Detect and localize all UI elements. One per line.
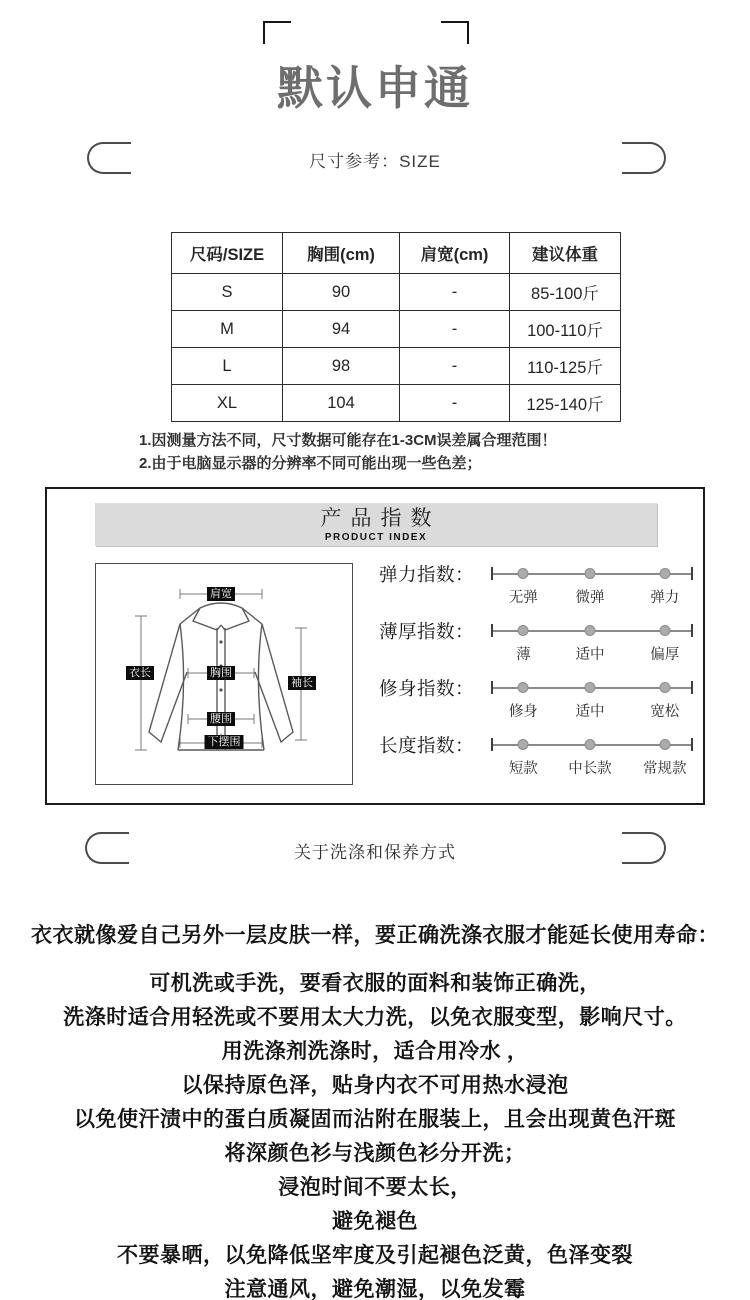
size-table-header-cell: 建议体重 <box>510 233 621 274</box>
slider-end-tick <box>491 624 493 637</box>
care-line: 以保持原色泽，贴身内衣不可用热水浸泡 <box>181 1073 569 1097</box>
slider-dot <box>659 625 670 636</box>
diagram-label-hem: 下摆围 <box>205 735 244 749</box>
diagram-label-shoulder: 肩宽 <box>207 587 235 601</box>
care-line: 注意通风，避免潮湿，以免发霉 <box>224 1277 526 1300</box>
slider-option-label: 短款 <box>508 761 538 777</box>
slider-dot <box>518 682 529 693</box>
corner-bracket-right-icon <box>441 21 469 44</box>
slider-dot <box>584 682 595 693</box>
size-table-cell: M <box>172 311 283 348</box>
index-row-fit <box>379 679 693 719</box>
size-table-cell: - <box>400 385 510 422</box>
page-title: 默认申通 <box>277 62 473 114</box>
slider-dot <box>659 682 670 693</box>
size-table-row <box>172 274 621 311</box>
care-line: 以免使汗渍中的蛋白质凝固而沾附在服装上，且会出现黄色汗斑 <box>74 1107 676 1131</box>
size-table-cell: 90 <box>283 274 400 311</box>
slider-end-tick <box>691 567 693 580</box>
slider-dot <box>659 568 670 579</box>
size-table-cell: S <box>172 274 283 311</box>
slider-dot <box>518 625 529 636</box>
care-section-heading: 关于洗涤和保养方式 <box>294 843 456 862</box>
slider-dot <box>518 739 529 750</box>
slider-end-tick <box>491 681 493 694</box>
care-line: 不要暴晒，以免降低坚牢度及引起褪色泛黄，色泽变裂 <box>117 1243 633 1267</box>
index-row-elasticity <box>379 565 693 605</box>
slider-option-label: 适中 <box>575 704 605 720</box>
slider-option-label: 修身 <box>508 704 538 720</box>
product-index-title: 产品指数 <box>320 507 441 530</box>
slider-option-label: 偏厚 <box>650 647 680 663</box>
size-table-cell: 94 <box>283 311 400 348</box>
size-table-row <box>172 385 621 422</box>
shirt-measurement-diagram <box>95 563 353 785</box>
slider-track <box>491 565 693 605</box>
index-row-label: 修身指数： <box>379 678 475 699</box>
slider-end-tick <box>691 681 693 694</box>
slider-option-label: 宽松 <box>650 704 680 720</box>
size-table-cell: - <box>400 348 510 385</box>
diagram-label-sleeve: 袖长 <box>288 676 316 690</box>
size-reference-label: 尺寸参考：SIZE <box>309 152 441 171</box>
slider-option-label: 微弹 <box>575 590 605 606</box>
product-index-subtitle: PRODUCT INDEX <box>324 532 428 543</box>
size-table-cell: L <box>172 348 283 385</box>
size-table-cell: 110-125斤 <box>510 348 621 385</box>
size-table-row <box>172 311 621 348</box>
index-rows <box>379 565 693 793</box>
diagram-label-chest: 胸围 <box>207 666 235 680</box>
care-line: 洗涤时适合用轻洗或不要用太大力洗，以免衣服变型，影响尺寸。 <box>63 1005 687 1029</box>
size-table-header-row <box>172 233 621 274</box>
slider-end-tick <box>491 567 493 580</box>
slider-dot <box>659 739 670 750</box>
slider-option-label: 弹力 <box>650 590 680 606</box>
diagram-label-waist: 腰围 <box>207 712 235 726</box>
slider-dot <box>518 568 529 579</box>
slider-dot <box>584 568 595 579</box>
slider-end-tick <box>691 738 693 751</box>
size-table-cell: 85-100斤 <box>510 274 621 311</box>
size-table-header-cell: 尺码/SIZE <box>172 233 283 274</box>
note-line: 1.因测量方法不同，尺寸数据可能存在1-3CM误差属合理范围！ <box>139 432 557 449</box>
slider-track <box>491 622 693 662</box>
size-table-row <box>172 348 621 385</box>
care-line: 避免褪色 <box>332 1209 418 1233</box>
index-row-label: 弹力指数： <box>379 564 475 585</box>
care-line: 浸泡时间不要太长， <box>278 1175 472 1199</box>
slider-option-label: 无弹 <box>508 590 538 606</box>
product-index-header <box>95 503 657 546</box>
index-row-length <box>379 736 693 776</box>
slider-dot <box>584 625 595 636</box>
index-row-label: 长度指数： <box>379 735 475 756</box>
corner-bracket-left-icon <box>263 21 291 44</box>
measurement-notes <box>139 429 557 475</box>
slider-end-tick <box>491 738 493 751</box>
index-row-thickness <box>379 622 693 662</box>
care-line: 将深颜色衫与浅颜色衫分开洗； <box>224 1141 526 1165</box>
care-instructions <box>0 918 750 1300</box>
size-table-cell: - <box>400 274 510 311</box>
slider-end-tick <box>691 624 693 637</box>
size-table-cell: XL <box>172 385 283 422</box>
product-index-box <box>45 487 705 805</box>
size-table-cell: 104 <box>283 385 400 422</box>
size-table-header-cell: 胸围(cm) <box>283 233 400 274</box>
diagram-label-length: 衣长 <box>126 666 154 680</box>
slider-option-label: 中长款 <box>568 761 612 777</box>
slider-dot <box>584 739 595 750</box>
size-table-cell: 98 <box>283 348 400 385</box>
slider-option-label: 薄 <box>516 647 531 663</box>
slider-track <box>491 679 693 719</box>
size-table-cell: - <box>400 311 510 348</box>
size-table-header-cell: 肩宽(cm) <box>400 233 510 274</box>
size-table-cell: 125-140斤 <box>510 385 621 422</box>
care-line: 可机洗或手洗，要看衣服的面料和装饰正确洗， <box>149 971 601 995</box>
care-intro-line: 衣衣就像爱自己另外一层皮肤一样，要正确洗涤衣服才能延长使用寿命： <box>31 923 719 947</box>
slider-option-label: 常规款 <box>642 761 687 777</box>
slider-option-label: 适中 <box>575 647 605 663</box>
size-table-cell: 100-110斤 <box>510 311 621 348</box>
index-row-label: 薄厚指数： <box>379 621 475 642</box>
care-line: 用洗涤剂洗涤时，适合用冷水 ， <box>221 1039 529 1063</box>
note-line: 2.由于电脑显示器的分辨率不同可能出现一些色差； <box>139 455 482 472</box>
size-table <box>171 232 621 422</box>
slider-track <box>491 736 693 776</box>
